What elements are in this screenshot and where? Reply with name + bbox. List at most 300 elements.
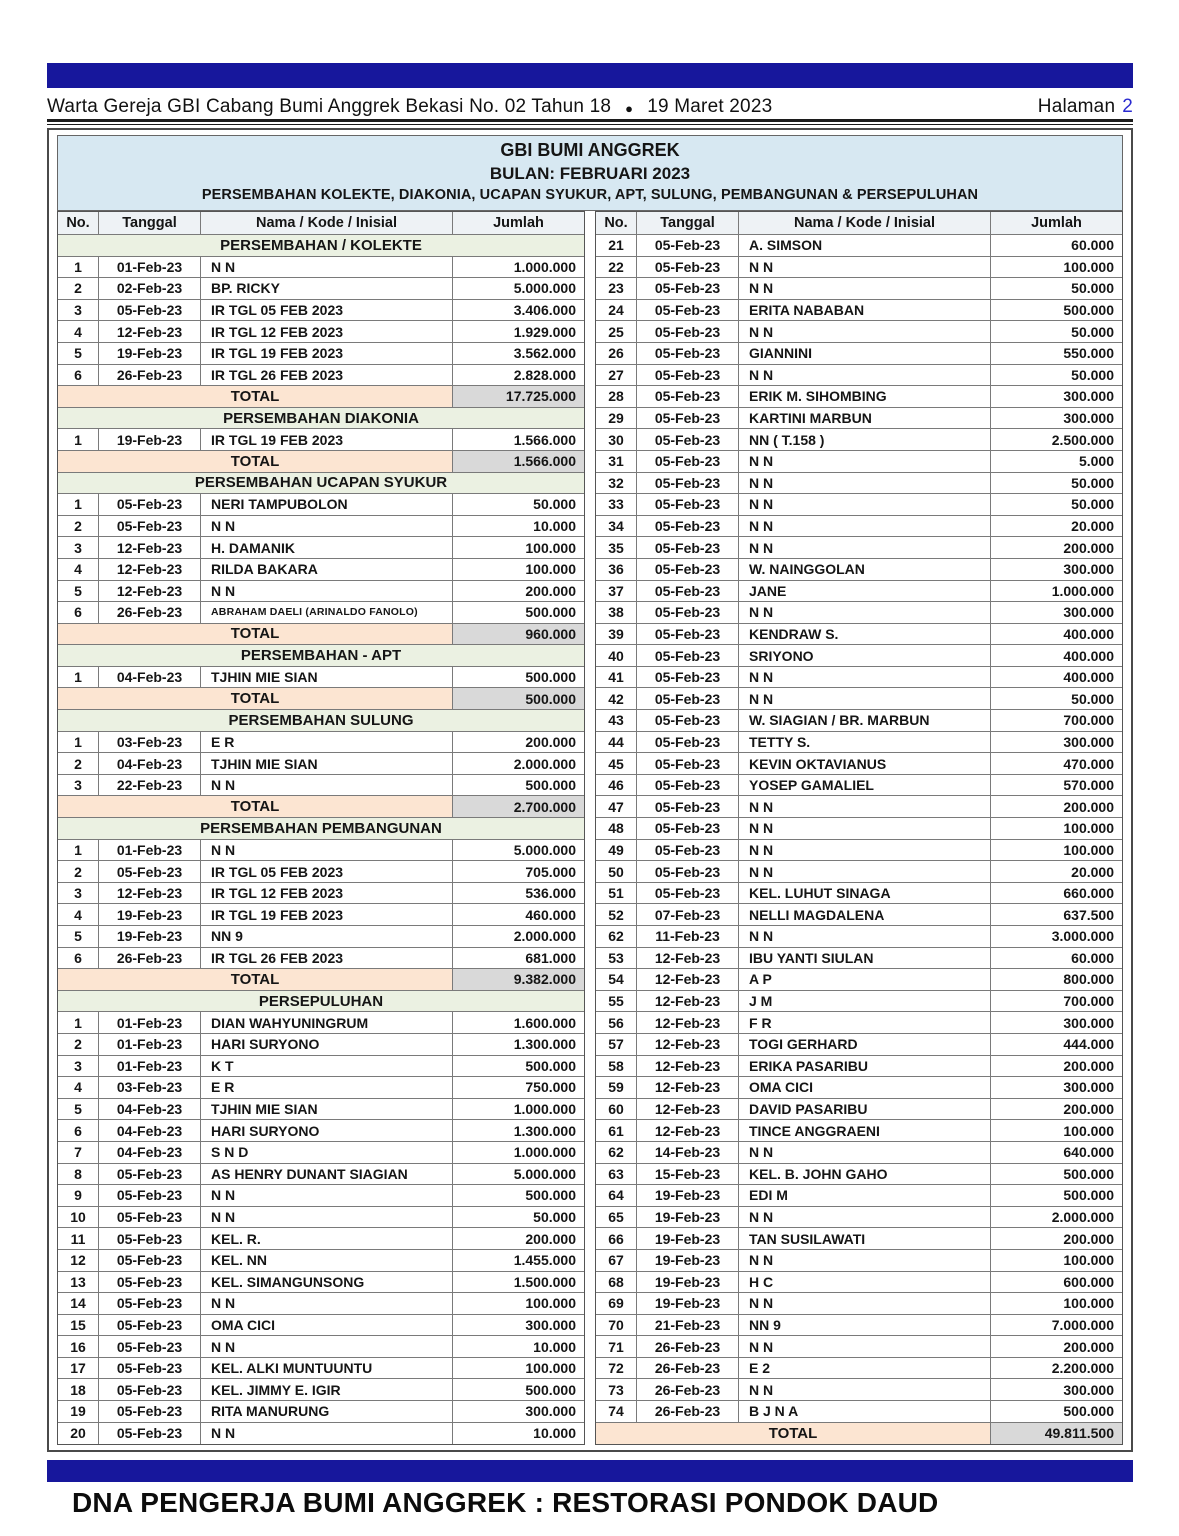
row-date: 26-Feb-23 xyxy=(98,365,200,386)
row-amount: 2.000.000 xyxy=(452,753,584,774)
data-row xyxy=(596,1099,1122,1121)
row-date: 05-Feb-23 xyxy=(98,516,200,537)
data-row xyxy=(58,948,584,970)
section-header-row xyxy=(58,235,584,257)
row-amount: 300.000 xyxy=(990,602,1122,623)
row-name: N N xyxy=(200,1423,452,1445)
row-date: 05-Feb-23 xyxy=(636,300,738,321)
report-month: BULAN: FEBRUARI 2023 xyxy=(489,164,691,183)
row-date: 05-Feb-23 xyxy=(636,235,738,256)
row-name: NN 9 xyxy=(200,926,452,947)
row-number: 8 xyxy=(74,1165,82,1182)
row-name: TOGI GERHARD xyxy=(738,1034,990,1055)
data-row xyxy=(58,429,584,451)
row-date: 05-Feb-23 xyxy=(636,559,738,580)
data-row xyxy=(596,775,1122,797)
row-name: RILDA BAKARA xyxy=(200,559,452,580)
row-amount: 200.000 xyxy=(990,796,1122,817)
row-date: 01-Feb-23 xyxy=(98,840,200,861)
row-number: 3 xyxy=(74,1057,82,1074)
row-date: 01-Feb-23 xyxy=(98,1034,200,1055)
row-number: 5 xyxy=(74,345,82,362)
row-name: RITA MANURUNG xyxy=(200,1401,452,1422)
data-row xyxy=(596,1077,1122,1099)
row-date: 05-Feb-23 xyxy=(636,473,738,494)
row-number: 22 xyxy=(608,258,624,275)
total-label: TOTAL xyxy=(230,625,280,643)
row-amount: 300.000 xyxy=(452,1315,584,1336)
data-row xyxy=(596,516,1122,538)
row-name: TINCE ANGGRAENI xyxy=(738,1120,990,1141)
row-date: 03-Feb-23 xyxy=(98,732,200,753)
total-label: TOTAL xyxy=(768,1424,818,1442)
row-amount: 2.000.000 xyxy=(452,926,584,947)
row-amount: 2.828.000 xyxy=(452,365,584,386)
data-row xyxy=(58,861,584,883)
row-name: N N xyxy=(200,581,452,602)
row-number: 49 xyxy=(608,841,624,858)
row-number: 32 xyxy=(608,474,624,491)
section-header-row xyxy=(58,645,584,667)
row-date: 01-Feb-23 xyxy=(98,1056,200,1077)
row-name: ERITA NABABAN xyxy=(738,300,990,321)
bulletin-title: Warta Gereja GBI Cabang Bumi Anggrek Bekasi No. 02 Tahun 18 xyxy=(47,96,612,117)
row-date: 04-Feb-23 xyxy=(98,1099,200,1120)
row-amount: 400.000 xyxy=(990,645,1122,666)
total-amount: 9.382.000 xyxy=(452,969,584,990)
row-name: B J N A xyxy=(738,1401,990,1422)
data-row xyxy=(58,1379,584,1401)
row-date: 05-Feb-23 xyxy=(636,386,738,407)
data-row xyxy=(596,1379,1122,1401)
row-name: TJHIN MIE SIAN xyxy=(200,1099,452,1120)
row-name: IR TGL 19 FEB 2023 xyxy=(200,343,452,364)
row-name: EDI M xyxy=(738,1185,990,1206)
row-number: 64 xyxy=(608,1187,624,1204)
row-number: 1 xyxy=(74,669,82,686)
row-number: 1 xyxy=(74,496,82,513)
row-date: 05-Feb-23 xyxy=(636,840,738,861)
total-row xyxy=(58,796,584,818)
data-row xyxy=(596,473,1122,495)
data-row xyxy=(58,300,584,322)
row-name: KEL. SIMANGUNSONG xyxy=(200,1272,452,1293)
row-amount: 500.000 xyxy=(452,775,584,796)
row-date: 05-Feb-23 xyxy=(636,257,738,278)
data-row xyxy=(58,1099,584,1121)
row-name: IR TGL 26 FEB 2023 xyxy=(200,948,452,969)
total-label: TOTAL xyxy=(230,970,280,988)
row-number: 65 xyxy=(608,1209,624,1226)
row-number: 7 xyxy=(74,1144,82,1161)
row-amount: 3.406.000 xyxy=(452,300,584,321)
row-amount: 3.000.000 xyxy=(990,926,1122,947)
row-number: 41 xyxy=(608,669,624,686)
data-row xyxy=(596,257,1122,279)
row-number: 9 xyxy=(74,1187,82,1204)
row-name: N N xyxy=(738,1293,990,1314)
row-number: 60 xyxy=(608,1101,624,1118)
row-date: 05-Feb-23 xyxy=(636,624,738,645)
row-amount: 3.562.000 xyxy=(452,343,584,364)
row-date: 22-Feb-23 xyxy=(98,775,200,796)
row-number: 54 xyxy=(608,971,624,988)
row-name: N N xyxy=(200,840,452,861)
data-row xyxy=(58,602,584,624)
row-amount: 20.000 xyxy=(990,861,1122,882)
row-number: 61 xyxy=(608,1122,624,1139)
row-name: N N xyxy=(738,1207,990,1228)
section-title: PERSEMBAHAN SULUNG xyxy=(228,711,414,729)
row-number: 15 xyxy=(70,1316,86,1333)
row-name: N N xyxy=(738,861,990,882)
row-name: ERIK M. SIHOMBING xyxy=(738,386,990,407)
row-amount: 300.000 xyxy=(990,732,1122,753)
row-amount: 2.000.000 xyxy=(990,1207,1122,1228)
row-number: 19 xyxy=(70,1403,86,1420)
row-name: N N xyxy=(200,1293,452,1314)
row-name: N N xyxy=(738,257,990,278)
row-name: N N xyxy=(738,537,990,558)
row-number: 21 xyxy=(608,237,624,254)
data-row xyxy=(596,386,1122,408)
row-name: E R xyxy=(200,1077,452,1098)
row-amount: 1.000.000 xyxy=(990,581,1122,602)
row-number: 57 xyxy=(608,1036,624,1053)
row-amount: 100.000 xyxy=(990,1250,1122,1271)
data-row xyxy=(58,343,584,365)
row-name: N N xyxy=(738,602,990,623)
row-date: 05-Feb-23 xyxy=(98,1164,200,1185)
row-amount: 500.000 xyxy=(452,667,584,688)
row-date: 19-Feb-23 xyxy=(636,1228,738,1249)
row-amount: 50.000 xyxy=(452,494,584,515)
right-table xyxy=(595,211,1123,1445)
row-date: 07-Feb-23 xyxy=(636,904,738,925)
data-row xyxy=(596,926,1122,948)
total-row xyxy=(596,1423,1122,1445)
row-amount: 60.000 xyxy=(990,235,1122,256)
row-name: OMA CICI xyxy=(738,1077,990,1098)
row-date: 05-Feb-23 xyxy=(636,321,738,342)
data-row xyxy=(596,321,1122,343)
total-amount: 500.000 xyxy=(452,688,584,709)
row-date: 21-Feb-23 xyxy=(636,1315,738,1336)
row-date: 19-Feb-23 xyxy=(98,926,200,947)
data-row xyxy=(596,1120,1122,1142)
data-row xyxy=(596,818,1122,840)
row-number: 6 xyxy=(74,604,82,621)
row-name: DIAN WAHYUNINGRUM xyxy=(200,1012,452,1033)
row-name: K T xyxy=(200,1056,452,1077)
row-amount: 570.000 xyxy=(990,775,1122,796)
data-row xyxy=(596,883,1122,905)
row-date: 12-Feb-23 xyxy=(636,1034,738,1055)
row-name: KEL. B. JOHN GAHO xyxy=(738,1164,990,1185)
row-name: IR TGL 19 FEB 2023 xyxy=(200,429,452,450)
total-row xyxy=(58,451,584,473)
row-number: 63 xyxy=(608,1165,624,1182)
row-name: N N xyxy=(738,321,990,342)
data-row xyxy=(58,278,584,300)
row-amount: 1.300.000 xyxy=(452,1120,584,1141)
row-amount: 10.000 xyxy=(452,516,584,537)
row-amount: 550.000 xyxy=(990,343,1122,364)
row-number: 56 xyxy=(608,1014,624,1031)
row-number: 12 xyxy=(70,1252,86,1269)
col-header-jumlah: Jumlah xyxy=(990,212,1122,234)
row-date: 26-Feb-23 xyxy=(636,1358,738,1379)
row-amount: 20.000 xyxy=(990,516,1122,537)
row-date: 05-Feb-23 xyxy=(636,861,738,882)
data-row xyxy=(596,235,1122,257)
section-title: PERSEMBAHAN - APT xyxy=(240,647,402,665)
row-date: 05-Feb-23 xyxy=(98,1250,200,1271)
row-number: 39 xyxy=(608,625,624,642)
total-amount: 1.566.000 xyxy=(452,451,584,472)
page-indicator xyxy=(1038,96,1133,118)
row-date: 05-Feb-23 xyxy=(636,645,738,666)
data-row xyxy=(596,1228,1122,1250)
row-amount: 681.000 xyxy=(452,948,584,969)
row-number: 30 xyxy=(608,431,624,448)
row-name: TAN SUSILAWATI xyxy=(738,1228,990,1249)
data-row xyxy=(596,645,1122,667)
row-number: 36 xyxy=(608,561,624,578)
row-date: 12-Feb-23 xyxy=(98,581,200,602)
row-number: 23 xyxy=(608,280,624,297)
row-number: 2 xyxy=(74,863,82,880)
row-number: 58 xyxy=(608,1057,624,1074)
row-date: 05-Feb-23 xyxy=(636,278,738,299)
row-name: H. DAMANIK xyxy=(200,537,452,558)
row-number: 1 xyxy=(74,733,82,750)
row-number: 42 xyxy=(608,690,624,707)
row-amount: 100.000 xyxy=(452,1358,584,1379)
row-number: 35 xyxy=(608,539,624,556)
row-name: N N xyxy=(738,840,990,861)
row-date: 26-Feb-23 xyxy=(636,1379,738,1400)
data-row xyxy=(58,365,584,387)
row-name: N N xyxy=(738,494,990,515)
row-number: 3 xyxy=(74,777,82,794)
row-name: HARI SURYONO xyxy=(200,1034,452,1055)
row-number: 71 xyxy=(608,1338,624,1355)
row-name: IR TGL 12 FEB 2023 xyxy=(200,321,452,342)
row-date: 05-Feb-23 xyxy=(98,1358,200,1379)
row-number: 4 xyxy=(74,906,82,923)
data-row xyxy=(58,1401,584,1423)
row-name: N N xyxy=(738,451,990,472)
row-amount: 600.000 xyxy=(990,1272,1122,1293)
data-row xyxy=(58,537,584,559)
data-row xyxy=(58,1228,584,1250)
col-header-nama: Nama / Kode / Inisial xyxy=(200,212,452,234)
row-amount: 50.000 xyxy=(990,494,1122,515)
report-title-block xyxy=(57,135,1123,211)
row-name: S N D xyxy=(200,1142,452,1163)
row-number: 72 xyxy=(608,1360,624,1377)
row-name: N N xyxy=(738,667,990,688)
row-amount: 10.000 xyxy=(452,1336,584,1357)
row-name: IR TGL 19 FEB 2023 xyxy=(200,904,452,925)
row-number: 51 xyxy=(608,885,624,902)
row-amount: 100.000 xyxy=(990,257,1122,278)
row-amount: 700.000 xyxy=(990,710,1122,731)
row-date: 04-Feb-23 xyxy=(98,667,200,688)
row-name: N N xyxy=(738,473,990,494)
row-date: 05-Feb-23 xyxy=(636,753,738,774)
row-amount: 200.000 xyxy=(990,1228,1122,1249)
row-date: 05-Feb-23 xyxy=(636,451,738,472)
row-amount: 1.000.000 xyxy=(452,257,584,278)
data-row xyxy=(58,516,584,538)
data-row xyxy=(596,753,1122,775)
row-date: 11-Feb-23 xyxy=(636,926,738,947)
row-name: J M xyxy=(738,991,990,1012)
row-number: 31 xyxy=(608,453,624,470)
row-date: 05-Feb-23 xyxy=(636,883,738,904)
row-date: 05-Feb-23 xyxy=(636,818,738,839)
row-date: 05-Feb-23 xyxy=(636,343,738,364)
row-name: A. SIMSON xyxy=(738,235,990,256)
row-amount: 5.000.000 xyxy=(452,840,584,861)
bullet-separator: ● xyxy=(625,100,634,116)
row-date: 26-Feb-23 xyxy=(98,948,200,969)
row-amount: 470.000 xyxy=(990,753,1122,774)
row-date: 26-Feb-23 xyxy=(636,1336,738,1357)
data-row xyxy=(58,840,584,862)
row-date: 05-Feb-23 xyxy=(98,861,200,882)
row-amount: 200.000 xyxy=(452,1228,584,1249)
row-amount: 300.000 xyxy=(990,386,1122,407)
row-date: 12-Feb-23 xyxy=(98,883,200,904)
row-name: N N xyxy=(738,818,990,839)
row-name: N N xyxy=(738,796,990,817)
issue-date: 19 Maret 2023 xyxy=(647,96,773,117)
row-amount: 300.000 xyxy=(990,408,1122,429)
row-number: 66 xyxy=(608,1230,624,1247)
row-date: 05-Feb-23 xyxy=(636,732,738,753)
report-subtitle: PERSEMBAHAN KOLEKTE, DIAKONIA, UCAPAN SYUKUR, APT, SULUNG, PEMBANGUNAN & PERSEPULUHAN xyxy=(201,187,979,203)
row-amount: 637.500 xyxy=(990,904,1122,925)
row-amount: 200.000 xyxy=(452,581,584,602)
row-number: 43 xyxy=(608,712,624,729)
row-amount: 100.000 xyxy=(990,1293,1122,1314)
row-name: E 2 xyxy=(738,1358,990,1379)
section-title: PERSEMBAHAN UCAPAN SYUKUR xyxy=(194,474,448,492)
row-date: 01-Feb-23 xyxy=(98,257,200,278)
row-number: 4 xyxy=(74,323,82,340)
row-date: 12-Feb-23 xyxy=(636,948,738,969)
data-row xyxy=(58,1077,584,1099)
total-row xyxy=(58,624,584,646)
row-date: 05-Feb-23 xyxy=(98,1207,200,1228)
row-date: 01-Feb-23 xyxy=(98,1012,200,1033)
row-amount: 705.000 xyxy=(452,861,584,882)
data-row xyxy=(596,840,1122,862)
row-amount: 500.000 xyxy=(452,1379,584,1400)
row-number: 53 xyxy=(608,949,624,966)
row-number: 2 xyxy=(74,518,82,535)
section-header-row xyxy=(58,818,584,840)
data-row xyxy=(596,969,1122,991)
data-row xyxy=(58,667,584,689)
total-label: TOTAL xyxy=(230,387,280,405)
row-date: 05-Feb-23 xyxy=(636,365,738,386)
row-amount: 10.000 xyxy=(452,1423,584,1445)
row-date: 05-Feb-23 xyxy=(98,1379,200,1400)
row-number: 11 xyxy=(70,1230,86,1247)
total-row xyxy=(58,386,584,408)
row-name: IR TGL 05 FEB 2023 xyxy=(200,300,452,321)
row-number: 4 xyxy=(74,1079,82,1096)
row-amount: 5.000.000 xyxy=(452,1164,584,1185)
data-row xyxy=(596,494,1122,516)
row-name: YOSEP GAMALIEL xyxy=(738,775,990,796)
data-row xyxy=(58,1250,584,1272)
row-amount: 100.000 xyxy=(990,818,1122,839)
row-date: 05-Feb-23 xyxy=(636,429,738,450)
row-number: 6 xyxy=(74,1122,82,1139)
row-amount: 200.000 xyxy=(990,1336,1122,1357)
row-number: 17 xyxy=(70,1360,86,1377)
row-date: 05-Feb-23 xyxy=(98,1336,200,1357)
data-row xyxy=(596,732,1122,754)
data-row xyxy=(58,1120,584,1142)
row-amount: 660.000 xyxy=(990,883,1122,904)
data-row xyxy=(58,1423,584,1445)
col-header-no: No. xyxy=(66,215,90,231)
row-number: 69 xyxy=(608,1295,624,1312)
row-name: JANE xyxy=(738,581,990,602)
section-title: PERSEMBAHAN / KOLEKTE xyxy=(220,236,422,254)
section-title: PERSEPULUHAN xyxy=(258,992,384,1010)
row-date: 05-Feb-23 xyxy=(98,494,200,515)
row-number: 29 xyxy=(608,410,624,427)
row-number: 3 xyxy=(74,885,82,902)
data-row xyxy=(58,1185,584,1207)
data-row xyxy=(596,688,1122,710)
row-date: 12-Feb-23 xyxy=(636,991,738,1012)
section-title: PERSEMBAHAN DIAKONIA xyxy=(223,409,419,427)
page-number: 2 xyxy=(1122,96,1133,117)
row-number: 16 xyxy=(70,1338,86,1355)
data-row xyxy=(596,624,1122,646)
data-row xyxy=(596,581,1122,603)
row-number: 37 xyxy=(608,582,624,599)
row-amount: 50.000 xyxy=(452,1207,584,1228)
row-name: N N xyxy=(738,1142,990,1163)
row-amount: 500.000 xyxy=(990,1401,1122,1422)
data-row xyxy=(596,537,1122,559)
row-name: W. NAINGGOLAN xyxy=(738,559,990,580)
row-date: 12-Feb-23 xyxy=(636,969,738,990)
data-row xyxy=(596,1034,1122,1056)
data-row xyxy=(596,1012,1122,1034)
row-amount: 200.000 xyxy=(990,1099,1122,1120)
row-number: 1 xyxy=(74,431,82,448)
data-row xyxy=(58,1336,584,1358)
row-date: 05-Feb-23 xyxy=(98,1315,200,1336)
row-number: 4 xyxy=(74,561,82,578)
row-amount: 5.000.000 xyxy=(452,278,584,299)
total-amount: 2.700.000 xyxy=(452,796,584,817)
data-row xyxy=(596,408,1122,430)
row-date: 02-Feb-23 xyxy=(98,278,200,299)
row-amount: 300.000 xyxy=(990,1012,1122,1033)
row-date: 05-Feb-23 xyxy=(636,667,738,688)
